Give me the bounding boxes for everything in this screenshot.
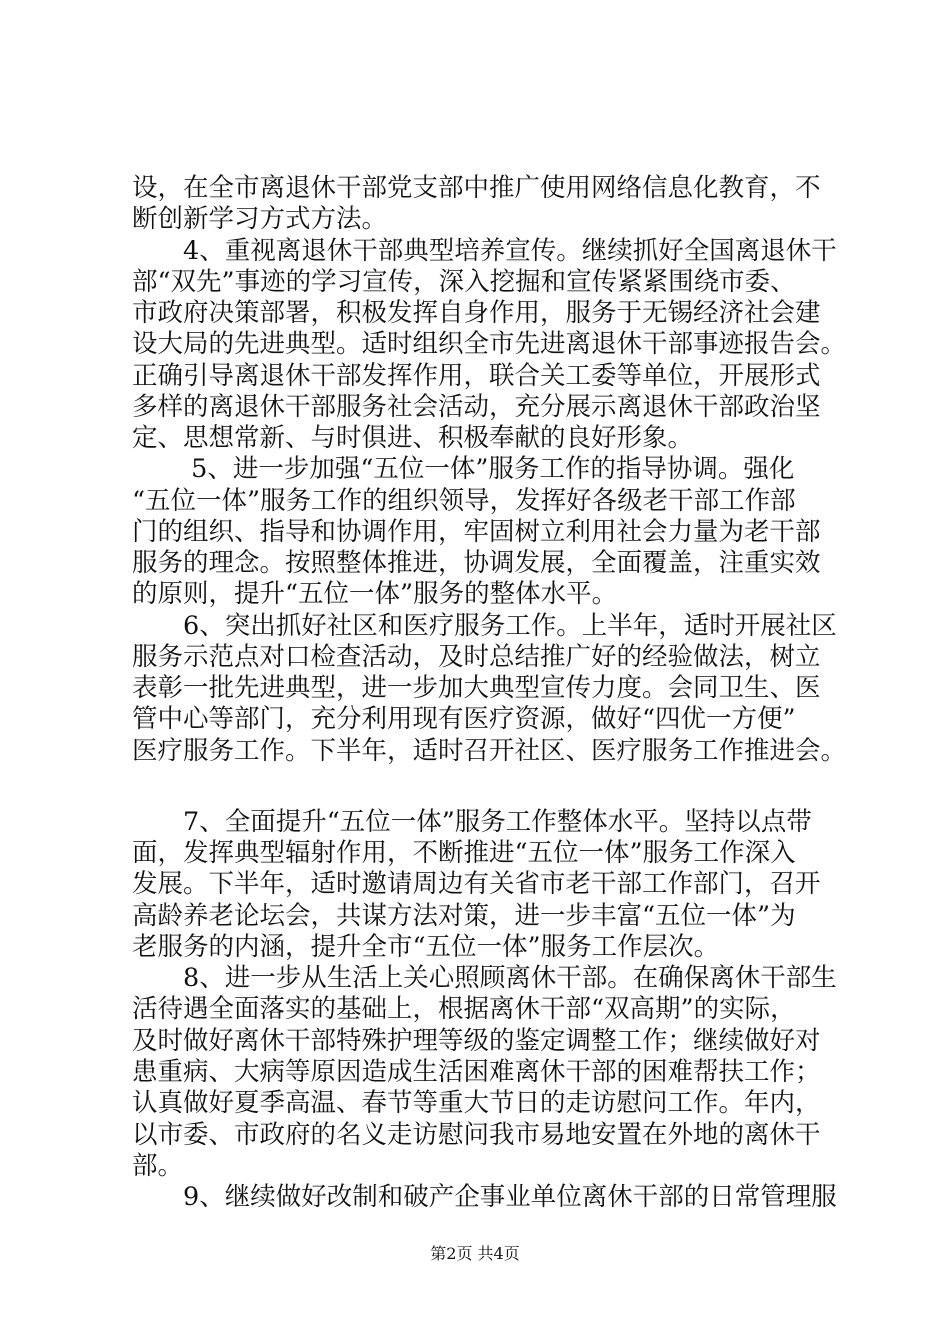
text-line: 4、重视离退休干部典型培养宣传。继续抓好全国离退休干 <box>132 235 837 266</box>
text-line: 医疗服务工作。下半年，适时召开社区、医疗服务工作推进会。 <box>132 735 847 766</box>
text-line: 多样的离退休干部服务社会活动，充分展示离退休干部政治坚 <box>132 391 821 422</box>
text-line: 服务的理念。按照整体推进，协调发展，全面覆盖，注重实效 <box>132 548 821 579</box>
text-line: 设大局的先进典型。适时组织全市先进离退休干部事迹报告会。 <box>132 329 847 360</box>
text-line: 面，发挥典型辐射作用，不断推进“五位一体”服务工作深入 <box>132 838 796 869</box>
text-line: 8、进一步从生活上关心照顾离休干部。在确保离休干部生 <box>132 963 837 994</box>
text-line: 管中心等部门，充分利用现有医疗资源，做好“四优一方便” <box>132 704 796 735</box>
text-line: “五位一体”服务工作的组织领导，发挥好各级老干部工作部 <box>132 485 796 516</box>
text-line: 的原则，提升“五位一体”服务的整体水平。 <box>132 579 618 610</box>
text-line: 服务示范点对口检查活动，及时总结推广好的经验做法，树立 <box>132 641 821 672</box>
text-line: 表彰一批先进典型，进一步加大典型宣传力度。会同卫生、医 <box>132 673 821 704</box>
page-footer: 第2页 共4页 <box>430 1244 520 1263</box>
text-line: 定、思想常新、与时俱进、积极奉献的良好形象。 <box>132 423 694 454</box>
text-line: 9、继续做好改制和破产企事业单位离休干部的日常管理服 <box>132 1182 837 1212</box>
text-line: 高龄养老论坛会，共谋方法对策，进一步丰富“五位一体”为 <box>132 900 796 931</box>
text-line: 门的组织、指导和协调作用，牢固树立利用社会力量为老干部 <box>132 516 821 547</box>
text-line: 市政府决策部署，积极发挥自身作用，服务于无锡经济社会建 <box>132 298 821 328</box>
text-line: 断创新学习方式方法。 <box>132 204 388 235</box>
text-line: 部。 <box>132 1150 184 1181</box>
text-line: 活待遇全面落实的基础上，根据离休干部“双高期”的实际， <box>132 994 796 1025</box>
text-line: 6、突出抓好社区和医疗服务工作。上半年，适时开展社区 <box>132 610 837 641</box>
text-line: 老服务的内涵，提升全市“五位一体”服务工作层次。 <box>132 931 720 962</box>
text-line: 正确引导离退休干部发挥作用，联合关工委等单位，开展形式 <box>132 360 821 391</box>
text-line: 发展。下半年，适时邀请周边有关省市老干部工作部门，召开 <box>132 869 821 900</box>
text-line: 7、全面提升“五位一体”服务工作整体水平。坚持以点带 <box>132 806 812 837</box>
text-line: 部“双先”事迹的学习宣传，深入挖掘和宣传紧紧围绕市委、 <box>132 266 796 297</box>
text-line: 及时做好离休干部特殊护理等级的鉴定调整工作；继续做好对 <box>132 1025 821 1056</box>
text-line: 以市委、市政府的名义走访慰问我市易地安置在外地的离休干 <box>132 1119 821 1150</box>
text-line: 5、进一步加强“五位一体”服务工作的指导协调。强化 <box>132 454 795 485</box>
text-line: 设，在全市离退休干部党支部中推广使用网络信息化教育，不 <box>132 173 821 203</box>
text-line: 认真做好夏季高温、春节等重大节日的走访慰问工作。年内， <box>132 1088 821 1119</box>
text-line: 患重病、大病等原因造成生活困难离休干部的困难帮扶工作； <box>132 1057 821 1087</box>
